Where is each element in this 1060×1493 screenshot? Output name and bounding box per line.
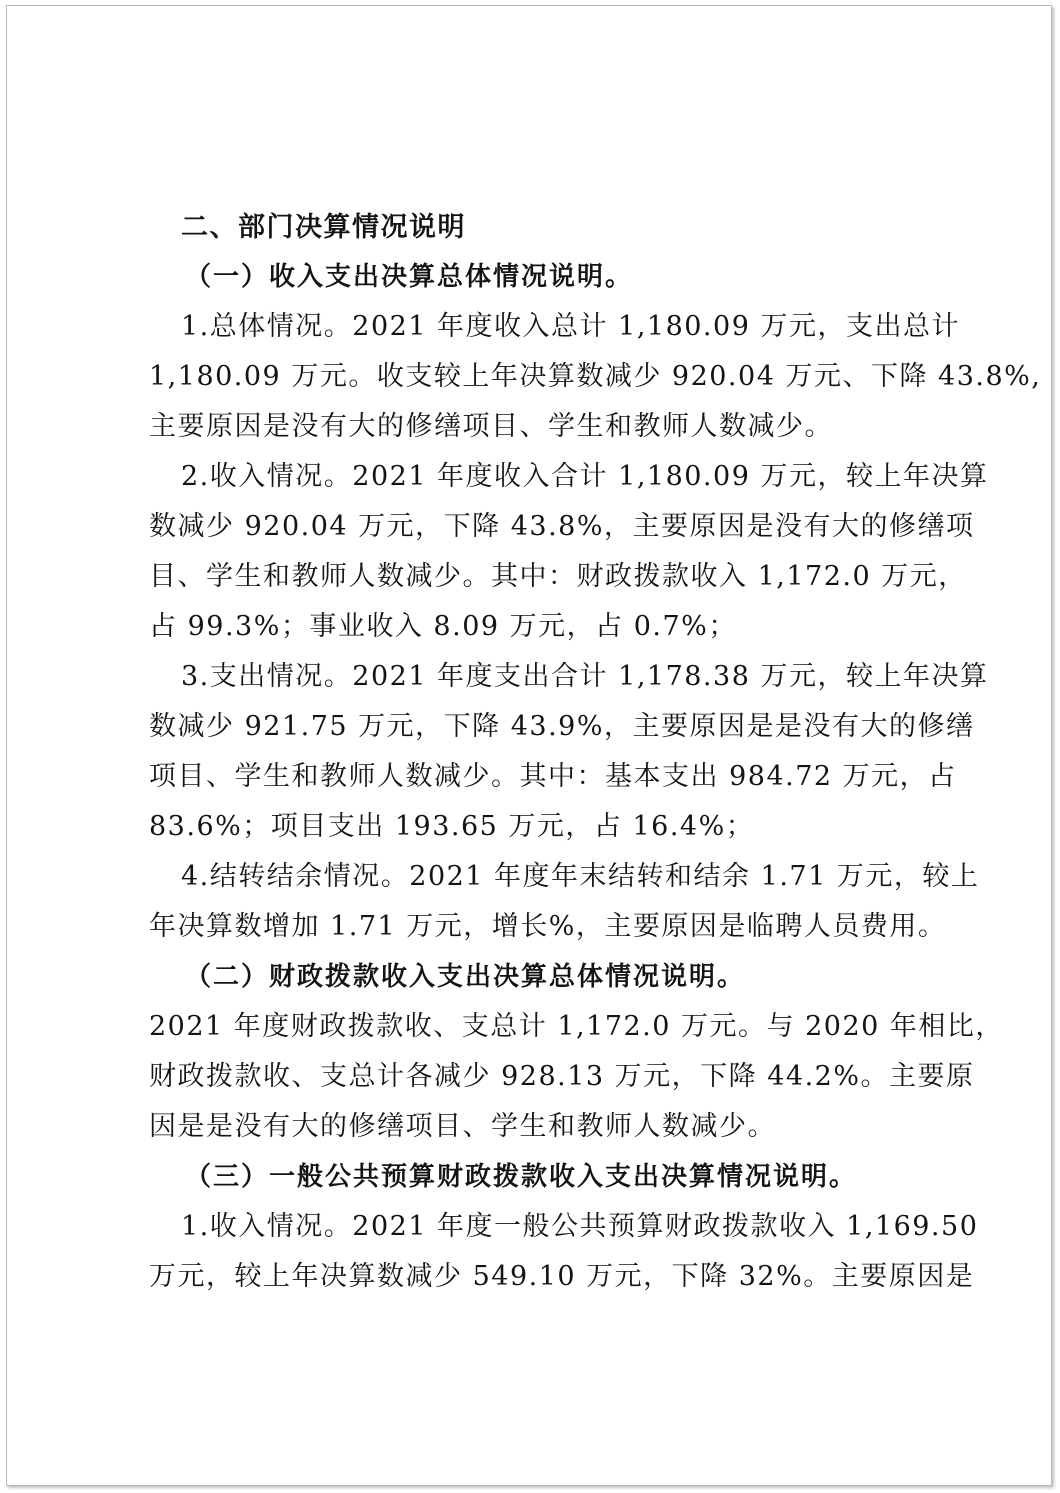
text-line: 数减少 921.75 万元，下降 43.9%，主要原因是是没有大的修缮 <box>149 711 975 742</box>
paragraph-public-budget-income <box>149 1202 979 1302</box>
text-line: 主要原因是没有大的修缮项目、学生和教师人数减少。 <box>149 411 833 442</box>
text-line: 2.收入情况。2021 年度收入合计 1,180.09 万元，较上年决算 <box>181 461 989 492</box>
text-line: 1.收入情况。2021 年度一般公共预算财政拨款收入 1,169.50 <box>181 1211 979 1242</box>
text-line: 2021 年度财政拨款收、支总计 1,172.0 万元。与 2020 年相比， <box>149 1011 1004 1042</box>
paragraph-expenditure <box>149 652 989 852</box>
subsection-heading-2: （二）财政拨款收入支出决算总体情况说明。 <box>185 962 746 992</box>
paragraph-income <box>149 452 989 652</box>
subsection-heading-1: （一）收入支出决算总体情况说明。 <box>185 262 634 292</box>
paragraph-carryover <box>149 852 980 952</box>
section-title: 二、部门决算情况说明 <box>181 212 466 243</box>
paragraph-overall <box>149 302 1042 452</box>
text-line: 占 99.3%；事业收入 8.09 万元，占 0.7%； <box>149 611 737 642</box>
text-line: 1,180.09 万元。收支较上年决算数减少 920.04 万元、下降 43.8%, <box>149 361 1042 392</box>
text-line: 数减少 920.04 万元，下降 43.8%，主要原因是没有大的修缮项 <box>149 511 975 542</box>
text-line: 财政拨款收、支总计各减少 928.13 万元，下降 44.2%。主要原 <box>149 1061 975 1092</box>
text-line: 年决算数增加 1.71 万元，增长%，主要原因是临聘人员费用。 <box>149 911 947 942</box>
paragraph-fiscal-appropriation <box>149 1002 1004 1152</box>
text-line: 1.总体情况。2021 年度收入总计 1,180.09 万元，支出总计 <box>181 311 960 342</box>
text-line: 83.6%；项目支出 193.65 万元，占 16.4%； <box>149 811 755 842</box>
text-line: 因是是没有大的修缮项目、学生和教师人数减少。 <box>149 1111 776 1142</box>
document-body <box>149 202 1042 1302</box>
document-page <box>6 5 1052 1486</box>
text-line: 万元，较上年决算数减少 549.10 万元，下降 32%。主要原因是 <box>149 1261 975 1292</box>
subsection-heading-3: （三）一般公共预算财政拨款收入支出决算情况说明。 <box>185 1162 858 1192</box>
text-line: 目、学生和教师人数减少。其中：财政拨款收入 1,172.0 万元， <box>149 561 967 592</box>
text-line: 4.结转结余情况。2021 年度年末结转和结余 1.71 万元，较上 <box>181 861 980 892</box>
text-line: 3.支出情况。2021 年度支出合计 1,178.38 万元，较上年决算 <box>181 661 989 692</box>
text-line: 项目、学生和教师人数减少。其中：基本支出 984.72 万元，占 <box>149 761 957 792</box>
